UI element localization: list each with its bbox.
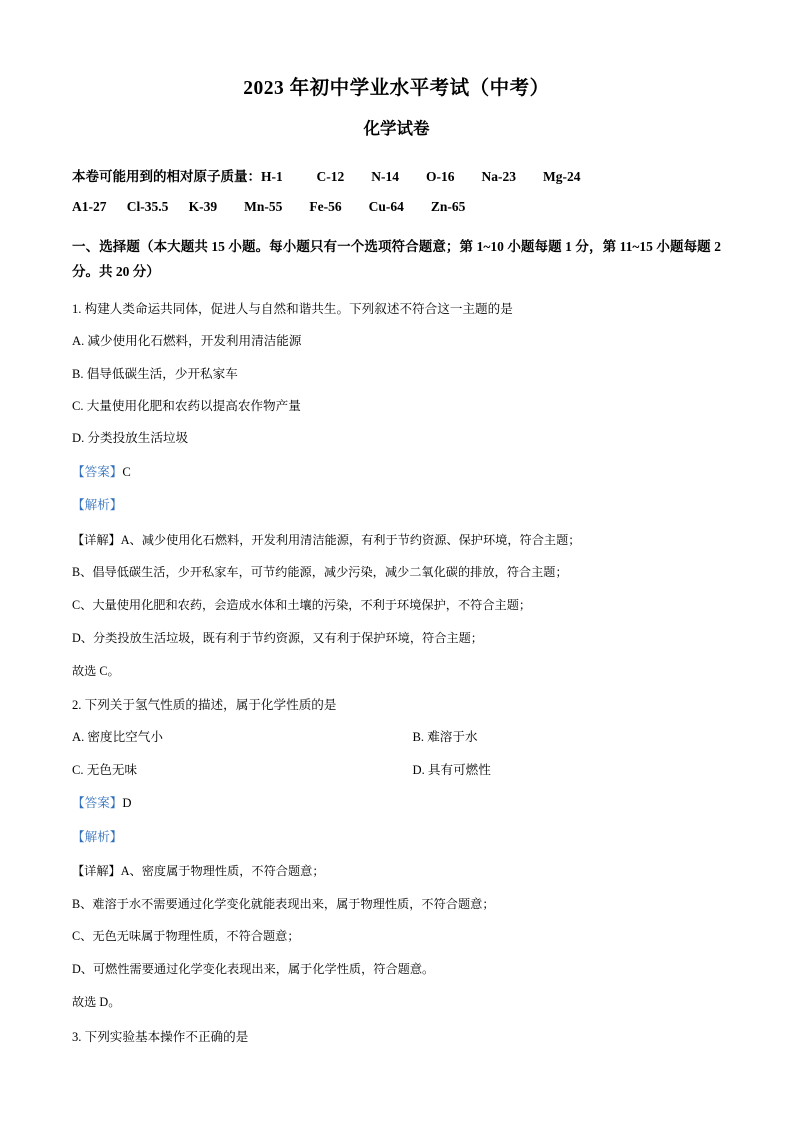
question-1-option-d: D. 分类投放生活垃圾: [72, 431, 189, 446]
question-2-option-d: D. 具有可燃性: [412, 762, 491, 777]
question-1-detail-1: [72, 530, 721, 551]
question-2-detail-2: B、难溶于水不需要通过化学变化就能表现出来，属于物理性质，不符合题意；: [72, 896, 495, 911]
question-1-answer: [72, 462, 721, 483]
question-2-detail-3: C、无色无味属于物理性质，不符合题意；: [72, 929, 300, 944]
question-1-option-c: C. 大量使用化肥和农药以提高农作物产量: [72, 399, 301, 414]
question-1-detail-3: C、大量使用化肥和农药，会造成水体和土壤的污染，不利于环境保护，不符合主题；: [72, 598, 532, 613]
question-2-options-row-1: [72, 727, 721, 748]
analysis-tag: 【解析】: [72, 498, 123, 513]
question-1-detail-1-text: A、减少使用化石燃料，开发利用清洁能源，有利于节约资源、保护环境，符合主题；: [120, 532, 581, 547]
question-2-detail-1: [72, 861, 721, 882]
answer-tag: 【答案】: [72, 464, 123, 479]
question-2-option-b: B. 难溶于水: [412, 730, 478, 745]
question-2-analysis-tag: [72, 827, 721, 848]
question-3-stem: 3. 下列实验基本操作不正确的是: [72, 1029, 249, 1044]
analysis-tag: 【解析】: [72, 829, 123, 844]
question-2-detail-1-text: A、密度属于物理性质，不符合题意；: [120, 864, 325, 879]
page-subtitle: 化学试卷: [363, 119, 430, 139]
question-1-analysis-tag: [72, 495, 721, 516]
question-1-detail-2: B、倡导低碳生活，少开私家车，可节约能源，减少污染，减少二氧化碳的排放，符合主题；: [72, 565, 568, 580]
question-2-option-a: A. 密度比空气小: [72, 730, 163, 745]
question-2-answer-value: D: [122, 796, 132, 811]
detail-tag: 【详解】: [72, 864, 121, 879]
detail-tag: 【详解】: [72, 532, 121, 547]
question-1-option-a: A. 减少使用化石燃料，开发利用清洁能源: [72, 334, 302, 349]
question-2-answer: [72, 793, 721, 814]
page-title: 2023 年初中学业水平考试（中考）: [243, 78, 550, 99]
atomic-mass-line-1: 本卷可能用到的相对原子质量：H-1 C-12 N-14 O-16 Na-23 Mg-24: [72, 169, 581, 184]
question-2-conclusion: 故选 D。: [72, 994, 121, 1009]
answer-tag: 【答案】: [72, 796, 123, 811]
section-heading-multiple-choice: 一、选择题（本大题共 15 小题。每小题只有一个选项符合题意；第 1~10 小题每题 1 分，第 11~15 小题每题 2 分。共 20 分）: [72, 239, 721, 280]
atomic-mass-line-2: A1-27 Cl-35.5 K-39 Mn-55 Fe-56 Cu-64 Zn-65: [72, 198, 466, 214]
question-1-detail-4: D、分类投放生活垃圾，既有利于节约资源，又有利于保护环境，符合主题；: [72, 630, 483, 645]
question-2-stem: 2. 下列关于氢气性质的描述，属于化学性质的是: [72, 698, 337, 713]
question-1-conclusion: 故选 C。: [72, 663, 120, 678]
question-1-stem: 1. 构建人类命运共同体，促进人与自然和谐共生。下列叙述不符合这一主题的是: [72, 302, 513, 317]
question-2-options-row-2: [72, 760, 721, 781]
question-1-answer-value: C: [122, 464, 131, 479]
question-1-option-b: B. 倡导低碳生活，少开私家车: [72, 366, 238, 381]
question-2-option-c: C. 无色无味: [72, 762, 138, 777]
question-2-detail-4: D、可燃性需要通过化学变化表现出来，属于化学性质，符合题意。: [72, 962, 435, 977]
